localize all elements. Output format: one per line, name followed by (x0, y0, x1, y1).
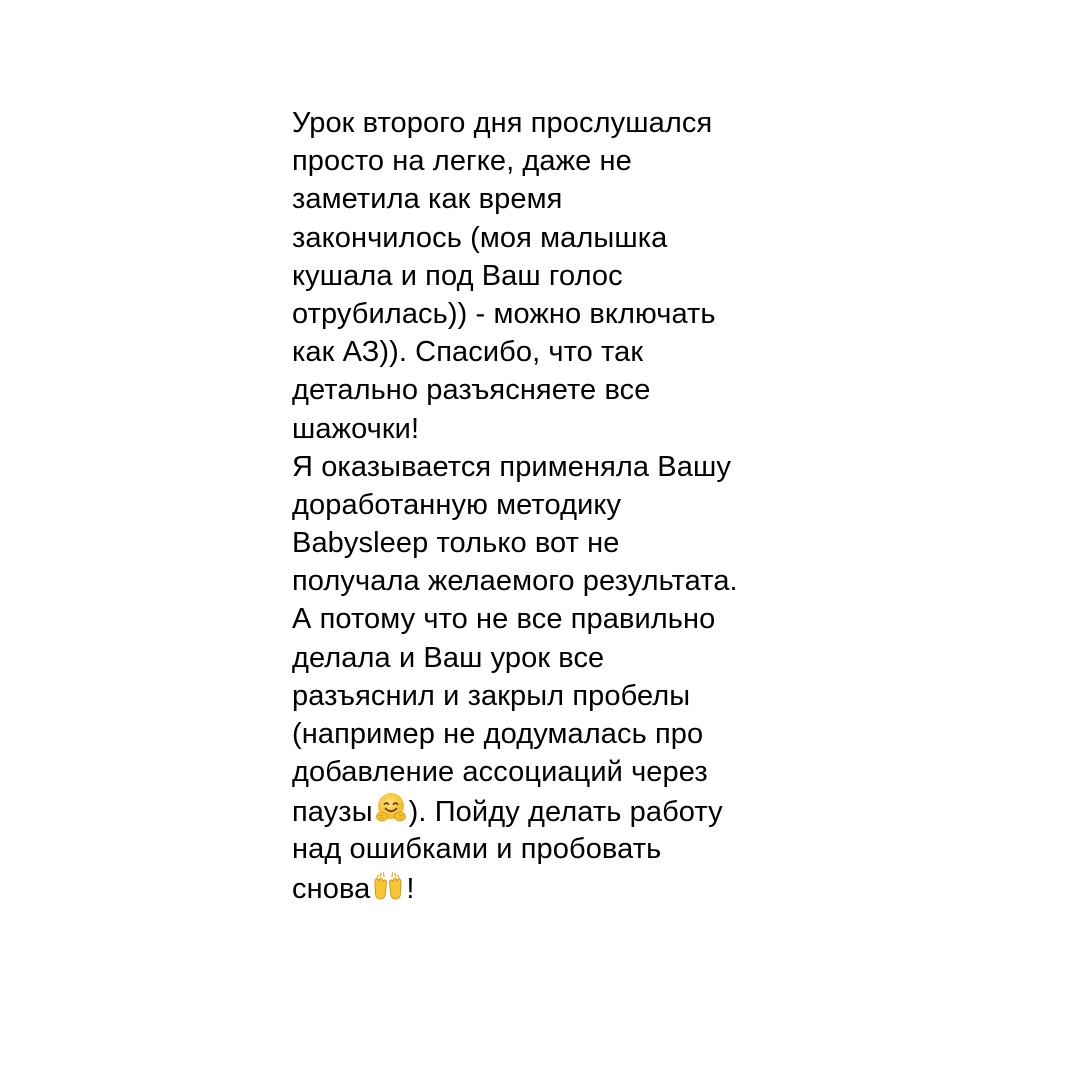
message-line-8: детально разъясняете все (292, 374, 651, 407)
message-line-17: (например не додумалась про (292, 718, 704, 750)
message-line-20: над ошибками и пробовать (292, 832, 662, 865)
message-line-14: А потому что не все правильно (292, 603, 716, 636)
message-line-11: доработанную методику (292, 488, 622, 521)
message-line-19 (292, 791, 772, 829)
message-line-19-end: ). Пойду делать работу (408, 796, 723, 829)
message-line-19-start: паузы (292, 796, 373, 829)
message-line-6: отрубилась)) - можно включать (292, 297, 716, 330)
message-line-1: Урок второго дня прослушался (292, 107, 713, 139)
message-line-21 (292, 868, 772, 906)
message-line-21-start: снова (292, 872, 371, 905)
message-line-13: получала желаемого результата. (292, 565, 738, 598)
message-line-21-end: ! (406, 872, 415, 905)
message-line-18: добавление ассоциаций через (292, 756, 708, 789)
message-line-9: шажочки! (292, 412, 420, 445)
message-line-10: Я оказывается применяла Вашу (292, 450, 731, 483)
message-line-2: просто на легке, даже не (292, 145, 632, 178)
raised-hands-icon (371, 868, 405, 902)
message-line-5: кушала и под Ваш голос (292, 259, 623, 292)
message-line-12: Babysleep только вот не (292, 527, 620, 560)
message-line-3: заметила как время (292, 183, 563, 216)
message-text (292, 104, 772, 914)
message-line-4: закончилось (моя малышка (292, 221, 668, 254)
message-line-15: делала и Ваш урок все (292, 641, 605, 674)
message-line-7: как АЗ)). Спасибо, что так (292, 336, 644, 369)
message-line-16: разъяснил и закрыл пробелы (292, 679, 691, 712)
hugging-face-icon (374, 791, 408, 825)
